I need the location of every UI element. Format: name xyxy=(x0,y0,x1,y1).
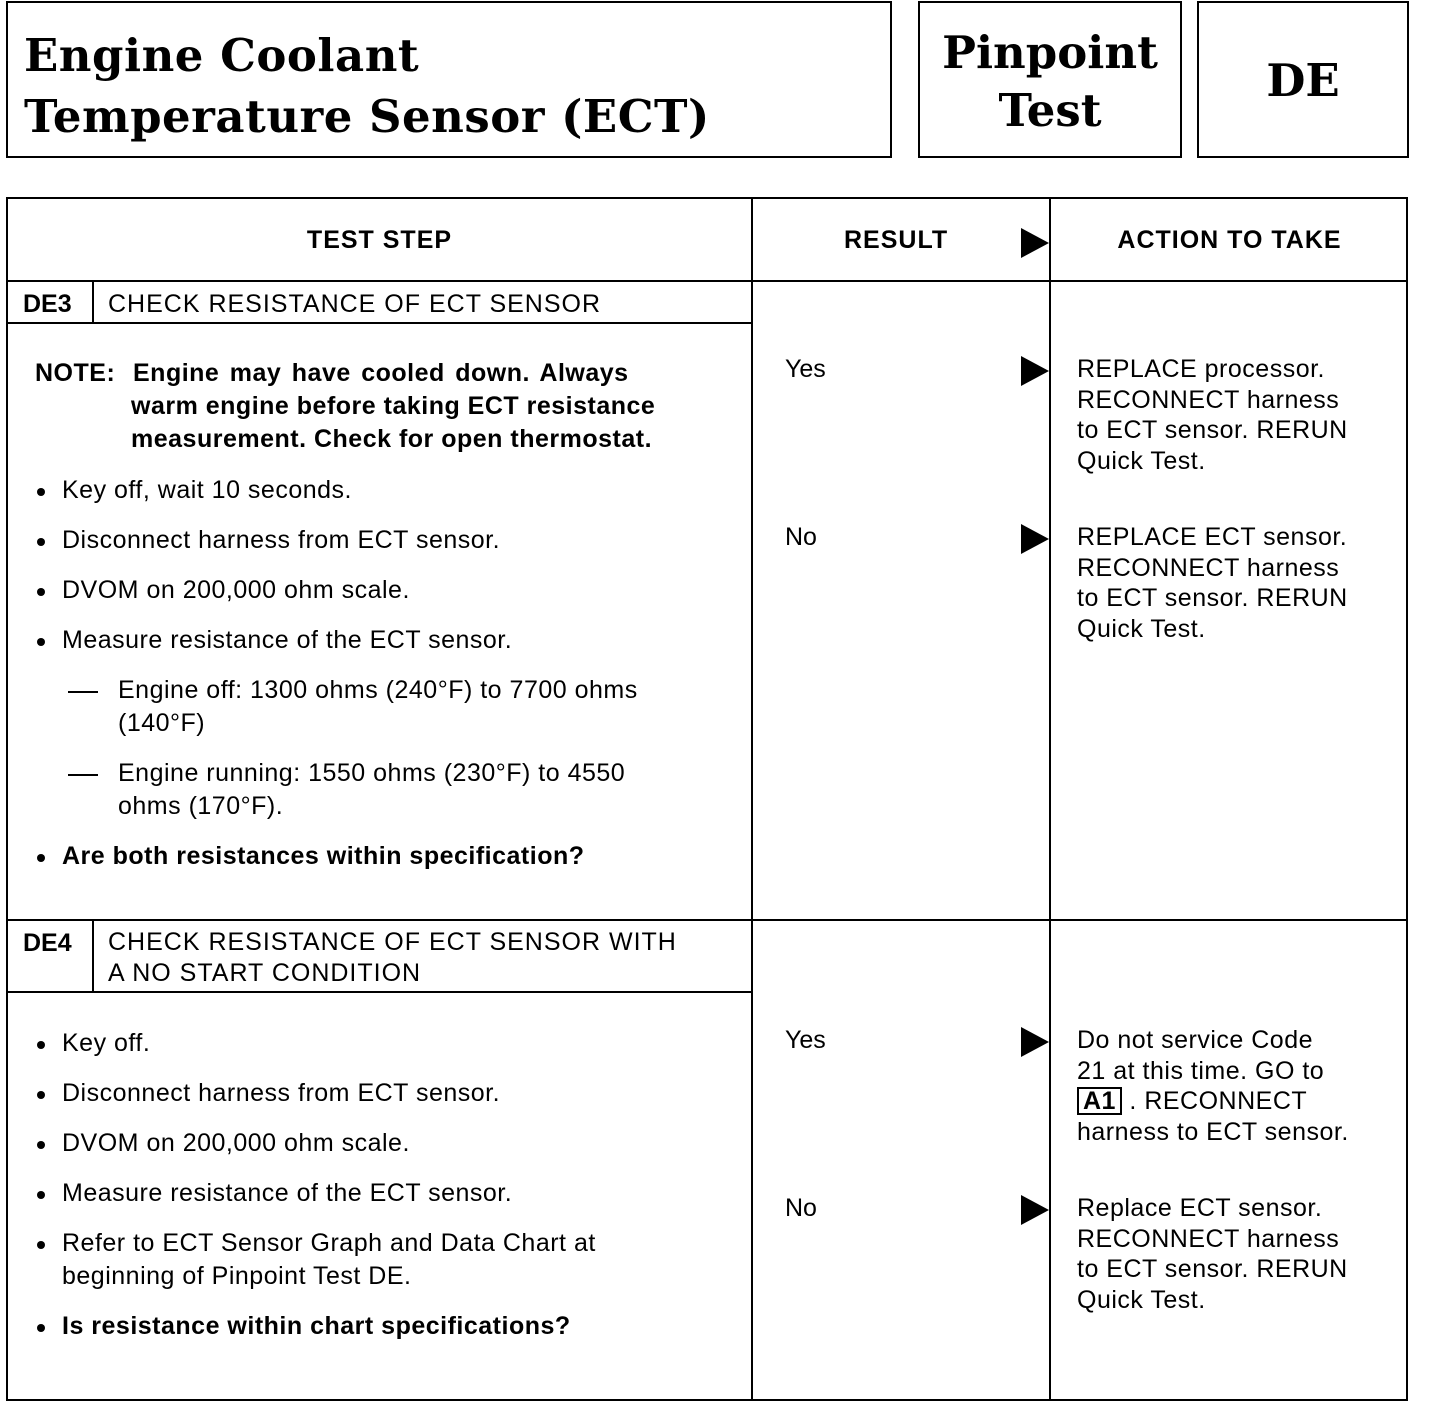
bullet xyxy=(37,1041,45,1049)
result-yes: Yes xyxy=(785,355,826,383)
bullet xyxy=(37,638,45,646)
step-title-line-1: CHECK RESISTANCE OF ECT SENSOR WITH xyxy=(108,928,677,956)
column-header-test-step: TEST STEP xyxy=(306,226,453,254)
step-id-de3: DE3 xyxy=(23,290,72,318)
title-box xyxy=(6,1,892,158)
step-instruction: Disconnect harness from ECT sensor. xyxy=(62,526,501,554)
step-id-de4: DE4 xyxy=(23,929,72,957)
page-title xyxy=(24,25,710,147)
action-line: RECONNECT harness xyxy=(1077,1224,1340,1253)
action-line: Quick Test. xyxy=(1077,614,1206,643)
step-title-divider xyxy=(8,322,751,324)
step-instruction: Key off. xyxy=(62,1029,151,1057)
step-id-divider xyxy=(92,282,94,322)
bullet xyxy=(37,488,45,496)
result-arrow-icon xyxy=(1021,1195,1049,1225)
spec-engine-running-line-1: Engine running: 1550 ohms (230°F) to 4550 xyxy=(118,759,626,787)
pinpoint-line-1: Pinpoint xyxy=(942,26,1158,79)
spec-engine-running-line-2: ohms (170°F). xyxy=(118,792,284,820)
dash xyxy=(68,691,98,693)
action-line-rest: . RECONNECT xyxy=(1129,1087,1308,1115)
step-instruction: Disconnect harness from ECT sensor. xyxy=(62,1079,501,1107)
action-line: Quick Test. xyxy=(1077,446,1206,475)
action-line: RECONNECT harness xyxy=(1077,385,1340,414)
action-line: Do not service Code xyxy=(1077,1026,1314,1054)
action-line: REPLACE processor. xyxy=(1077,355,1325,383)
action-line: to ECT sensor. RERUN xyxy=(1077,416,1348,444)
result-arrow-icon xyxy=(1021,356,1049,386)
bullet xyxy=(37,854,45,862)
step-instruction: Key off, wait 10 seconds. xyxy=(62,476,352,504)
action-text xyxy=(1077,522,1397,644)
action-line: RECONNECT harness xyxy=(1077,553,1340,582)
step-reference-a1: A1 xyxy=(1077,1087,1122,1115)
spec-engine-off-line-2: (140°F) xyxy=(118,709,206,737)
step-instruction: Measure resistance of the ECT sensor. xyxy=(62,626,513,654)
note-label: NOTE: xyxy=(35,359,116,387)
step-instruction: Measure resistance of the ECT sensor. xyxy=(62,1179,513,1207)
step-title-line-2: A NO START CONDITION xyxy=(108,959,422,987)
title-line-1: Engine Coolant xyxy=(24,29,420,82)
note-line-3: measurement. Check for open thermostat. xyxy=(131,425,653,453)
column-header-result: RESULT xyxy=(844,226,949,254)
result-arrow-icon xyxy=(1021,1027,1049,1057)
action-line: Quick Test. xyxy=(1077,1285,1206,1314)
pinpoint-line-2: Test xyxy=(998,84,1102,137)
result-no: No xyxy=(785,523,817,551)
step-id-divider xyxy=(92,921,94,992)
action-text xyxy=(1077,354,1397,476)
spec-engine-off-line-1: Engine off: 1300 ohms (240°F) to 7700 ohms xyxy=(118,676,638,704)
dash xyxy=(68,774,98,776)
step-title-divider xyxy=(8,991,751,993)
column-header-action: ACTION TO TAKE xyxy=(1117,226,1342,254)
step-divider xyxy=(8,919,1406,921)
result-arrow-icon xyxy=(1021,524,1049,554)
bullet xyxy=(37,1324,45,1332)
note-line-1: Engine may have cooled down. Always xyxy=(133,359,629,387)
bullet xyxy=(37,588,45,596)
refer-line-1: Refer to ECT Sensor Graph and Data Chart at xyxy=(62,1229,596,1257)
action-text xyxy=(1077,1193,1397,1315)
result-yes: Yes xyxy=(785,1026,826,1054)
result-no: No xyxy=(785,1194,817,1222)
column-divider-action xyxy=(1049,199,1051,1399)
step-question-de4: Is resistance within chart specifications? xyxy=(62,1312,571,1340)
step-question-de3: Are both resistances within specification? xyxy=(62,842,585,870)
bullet xyxy=(37,1191,45,1199)
test-code: DE xyxy=(1266,54,1340,107)
action-line: Replace ECT sensor. xyxy=(1077,1194,1323,1222)
pinpoint-test-table xyxy=(6,197,1408,1401)
action-line: 21 at this time. GO to xyxy=(1077,1056,1325,1085)
column-divider-result xyxy=(751,199,753,1399)
note-line-2: warm engine before taking ECT resistance xyxy=(131,392,656,420)
action-line: REPLACE ECT sensor. xyxy=(1077,523,1348,551)
bullet xyxy=(37,1241,45,1249)
header-divider xyxy=(8,280,1406,282)
action-line: to ECT sensor. RERUN xyxy=(1077,1255,1348,1283)
step-instruction: DVOM on 200,000 ohm scale. xyxy=(62,1129,410,1157)
title-line-2: Temperature Sensor (ECT) xyxy=(24,90,710,143)
step-title-de4 xyxy=(108,927,677,989)
refer-line-2: beginning of Pinpoint Test DE. xyxy=(62,1262,412,1290)
bullet xyxy=(37,538,45,546)
action-line xyxy=(1077,1086,1397,1117)
action-line: harness to ECT sensor. xyxy=(1077,1117,1349,1146)
action-text xyxy=(1077,1025,1397,1147)
pinpoint-test-label xyxy=(920,24,1180,140)
pinpoint-test-box xyxy=(918,1,1182,158)
action-line: to ECT sensor. RERUN xyxy=(1077,584,1348,612)
test-code-box xyxy=(1197,1,1409,158)
step-instruction: DVOM on 200,000 ohm scale. xyxy=(62,576,410,604)
step-title-de3: CHECK RESISTANCE OF ECT SENSOR xyxy=(108,290,602,318)
result-arrow-icon xyxy=(1021,228,1049,258)
bullet xyxy=(37,1141,45,1149)
bullet xyxy=(37,1091,45,1099)
